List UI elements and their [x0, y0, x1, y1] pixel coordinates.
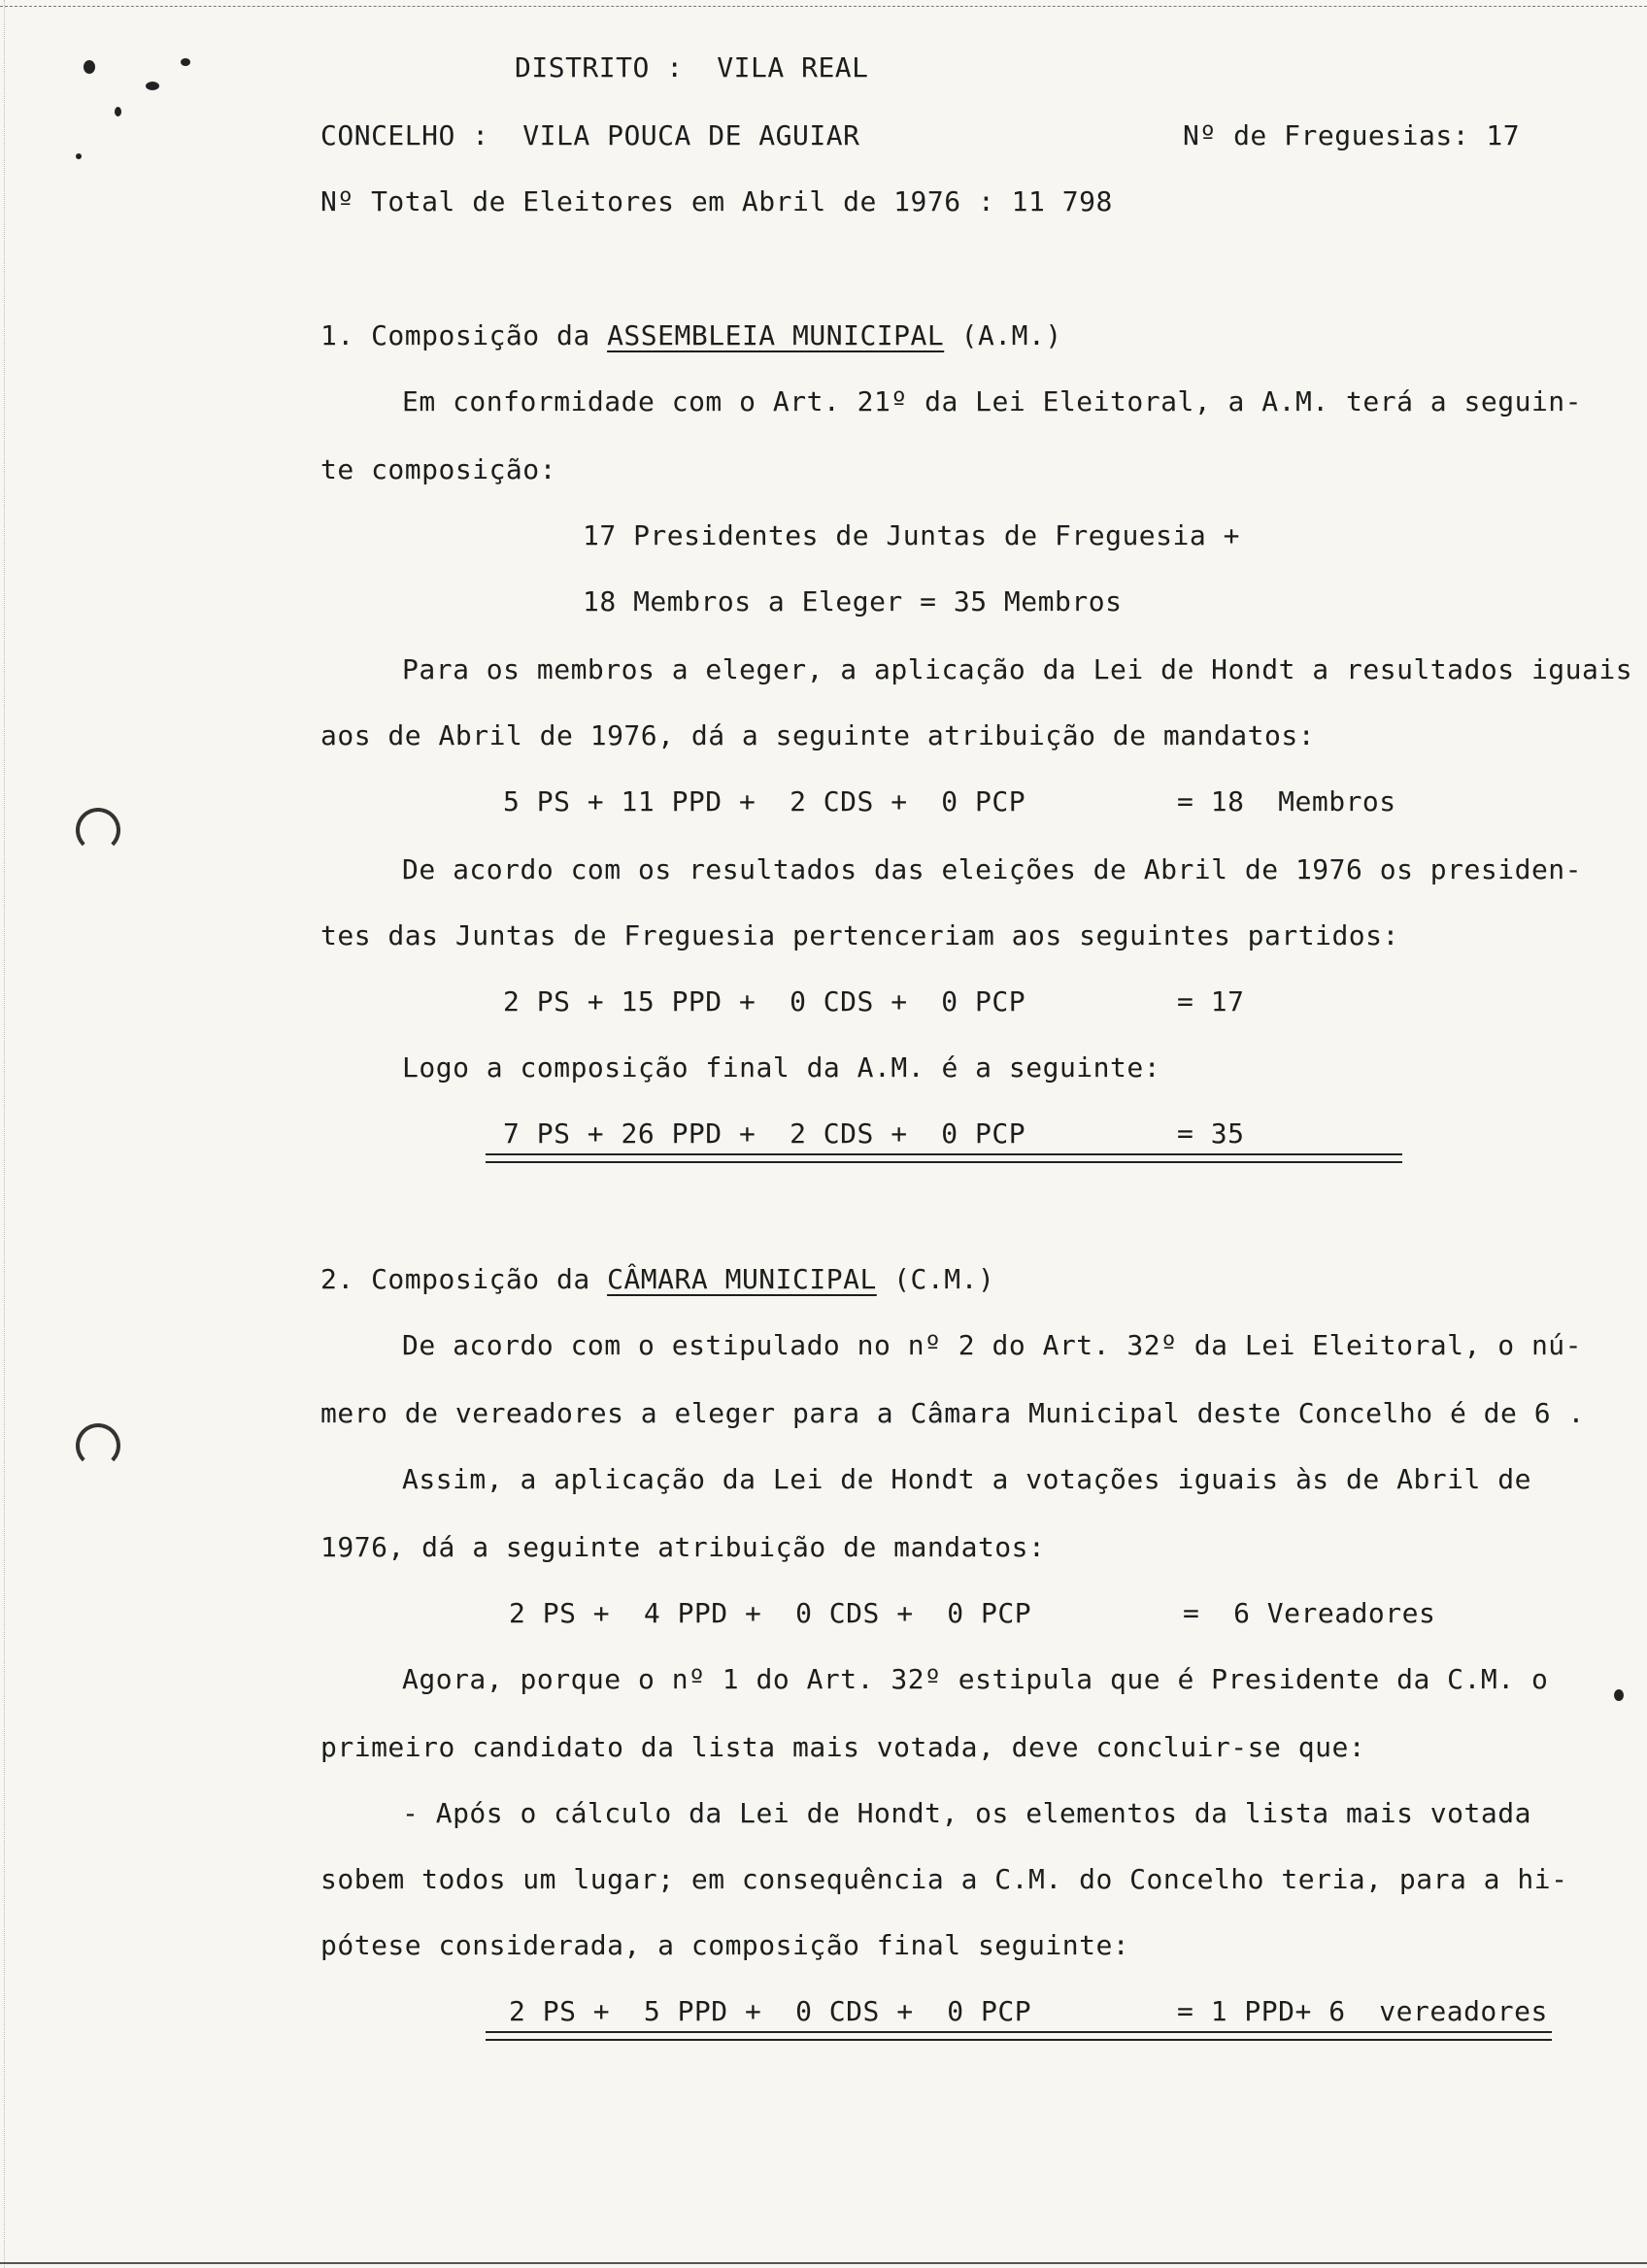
s1-para2-line2: aos de Abril de 1976, dá a seguinte atribuição de mandatos:: [320, 719, 1316, 751]
s2-para2-line1: Assim, a aplicação da Lei de Hondt a votações iguais às de Abril de: [402, 1463, 1531, 1495]
s2-para4-line1: - Após o cálculo da Lei de Hondt, os elementos da lista mais votada: [402, 1797, 1531, 1829]
s2-para4-line2: sobem todos um lugar; em consequência a C.M. do Concelho teria, para a hi-: [320, 1863, 1568, 1895]
s1-total-rule-bottom: [486, 1161, 1402, 1163]
s2-equation1-right: = 6 Vereadores: [1183, 1597, 1436, 1629]
page-top-edge: [0, 6, 1647, 7]
s1-equation3-right: = 35: [1177, 1117, 1245, 1150]
s1-composition-line2: 18 Membros a Eleger = 35 Membros: [583, 585, 1123, 617]
s1-equation1-right: = 18 Membros: [1177, 785, 1396, 817]
s2-equation2-left: 2 PS + 5 PPD + 0 CDS + 0 PCP: [509, 1995, 1032, 2027]
s1-para1-line2: te composição:: [320, 453, 557, 485]
distrito-label: DISTRITO :: [515, 51, 684, 83]
s2-total-rule-bottom: [486, 2039, 1552, 2041]
concelho-label: CONCELHO :: [320, 119, 489, 151]
ink-speck: [84, 60, 95, 74]
s1-para4: Logo a composição final da A.M. é a seguinte:: [402, 1051, 1161, 1084]
section1-heading-prefix: 1. Composição da: [320, 319, 590, 351]
s1-equation3-left: 7 PS + 26 PPD + 2 CDS + 0 PCP: [503, 1117, 1026, 1150]
total-eleitores: Nº Total de Eleitores em Abril de 1976 : 11 798: [320, 185, 1113, 217]
section1-heading-title: ASSEMBLEIA MUNICIPAL: [607, 319, 945, 351]
punch-hole-top: [76, 808, 120, 852]
section2-heading-suffix: (C.M.): [893, 1263, 995, 1295]
ink-speck: [181, 58, 190, 66]
s2-total-rule-top: [486, 2031, 1552, 2033]
s1-equation2-right: = 17: [1177, 985, 1245, 1017]
s2-para3-line1: Agora, porque o nº 1 do Art. 32º estipula que é Presidente da C.M. o: [402, 1663, 1549, 1695]
s2-para1-line1: De acordo com o estipulado no nº 2 do Art. 32º da Lei Eleitoral, o nú-: [402, 1329, 1583, 1361]
s1-composition-line1: 17 Presidentes de Juntas de Freguesia +: [583, 519, 1240, 551]
section2-heading-title: CÂMARA MUNICIPAL: [607, 1263, 877, 1295]
distrito-value: VILA REAL: [717, 51, 869, 83]
s1-equation1-left: 5 PS + 11 PPD + 2 CDS + 0 PCP: [503, 785, 1026, 817]
section1-heading-suffix: (A.M.): [960, 319, 1062, 351]
s2-para4-line3: pótese considerada, a composição final seguinte:: [320, 1929, 1130, 1961]
concelho-value: VILA POUCA DE AGUIAR: [522, 119, 860, 151]
s2-para1-line2: mero de vereadores a eleger para a Câmara Municipal deste Concelho é de 6 .: [320, 1397, 1585, 1429]
s2-para2-line2: 1976, dá a seguinte atribuição de mandatos:: [320, 1531, 1046, 1563]
page-left-edge: [4, 0, 5, 2268]
s1-total-rule-top: [486, 1153, 1402, 1155]
section1-heading: [320, 318, 1062, 353]
concelho-line: [320, 118, 859, 153]
s1-para3-line1: De acordo com os resultados das eleições de Abril de 1976 os presiden-: [402, 853, 1583, 885]
s1-equation2-left: 2 PS + 15 PPD + 0 CDS + 0 PCP: [503, 985, 1026, 1017]
ink-speck: [1614, 1689, 1624, 1701]
ink-speck: [115, 107, 121, 117]
ink-speck: [76, 153, 82, 159]
freguesias-count: Nº de Freguesias: 17: [1183, 119, 1521, 151]
s1-para2-line1: Para os membros a eleger, a aplicação da Lei de Hondt a resultados iguais: [402, 653, 1633, 685]
page-bottom-edge: [0, 2262, 1647, 2264]
s1-para1-line1: Em conformidade com o Art. 21º da Lei Eleitoral, a A.M. terá a seguin-: [402, 385, 1583, 417]
s2-equation1-left: 2 PS + 4 PPD + 0 CDS + 0 PCP: [509, 1597, 1032, 1629]
punch-hole-bottom: [76, 1423, 120, 1468]
distrito-line: [515, 50, 869, 85]
s1-para3-line2: tes das Juntas de Freguesia pertenceriam aos seguintes partidos:: [320, 919, 1399, 951]
s2-equation2-right: = 1 PPD+ 6 vereadores: [1177, 1995, 1548, 2027]
section2-heading-prefix: 2. Composição da: [320, 1263, 590, 1295]
s2-para3-line2: primeiro candidato da lista mais votada, deve concluir-se que:: [320, 1731, 1366, 1763]
section2-heading: [320, 1262, 994, 1297]
ink-speck: [146, 82, 159, 90]
